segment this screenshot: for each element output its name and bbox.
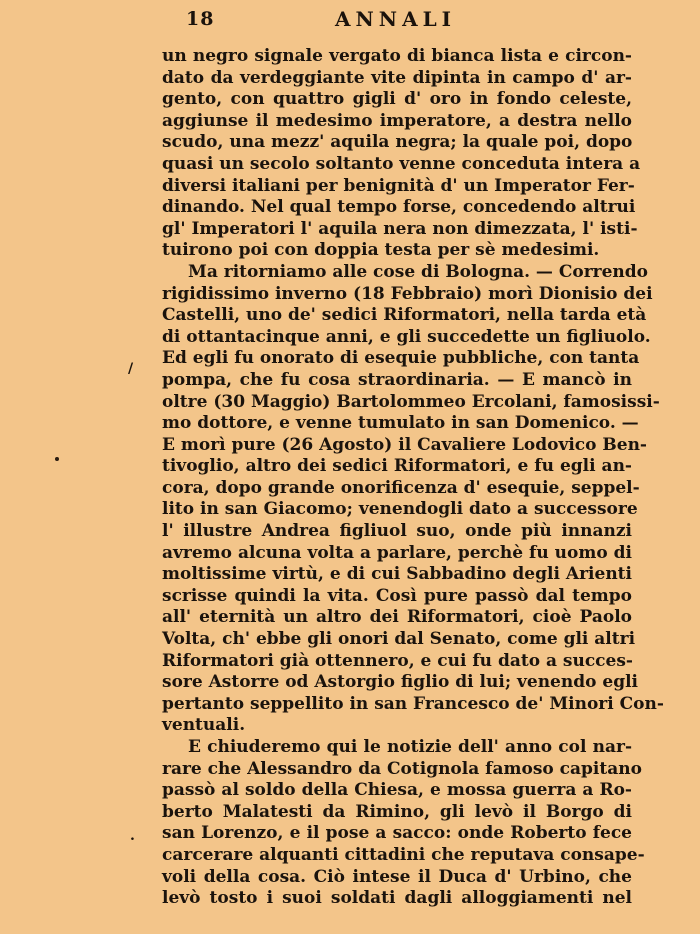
paragraph-2 <box>162 261 664 737</box>
paragraph-1 <box>162 46 641 262</box>
text-line: avremo alcuna volta a parlare, perchè fu uomo di <box>162 542 632 563</box>
text-line: pertanto seppellito in san Francesco de' Minori Con- <box>162 693 664 714</box>
text-line: rigidissimo inverno (18 Febbraio) morì Dionisio dei <box>162 283 653 304</box>
text-line: cora, dopo grande onorificenza d' esequie, seppel- <box>162 477 640 498</box>
text-line: all' eternità un altro dei Riformatori, cioè Paolo <box>162 607 632 628</box>
text-line: levò tosto i suoi soldati dagli alloggiamenti nel <box>162 888 632 909</box>
text-line: scudo, una mezz' aquila negra; la quale poi, dopo <box>162 132 633 153</box>
text-line: passò al soldo della Chiesa, e mossa guerra a Ro- <box>162 780 632 801</box>
text-line: sore Astorre od Astorgio figlio di lui; venendo egli <box>162 672 638 693</box>
text-line: oltre (30 Maggio) Bartolommeo Ercolani, famosissi- <box>162 391 660 412</box>
text-line: rare che Alessandro da Cotignola famoso capitano <box>162 758 642 779</box>
body-text <box>162 46 664 910</box>
text-line: dinando. Nel qual tempo forse, concedendo altrui <box>162 197 636 218</box>
paragraph-3 <box>162 737 645 910</box>
text-line: lito in san Giacomo; venendogli dato a successore <box>162 499 638 520</box>
text-line: moltissime virtù, e di cui Sabbadino degli Arienti <box>162 564 632 585</box>
text-line: dato da verdeggiante vite dipinta in campo d' ar- <box>162 67 632 88</box>
page-number: 18 <box>186 8 215 30</box>
text-line: berto Malatesti da Rimino, gli levò il Borgo di <box>162 801 632 822</box>
running-head: ANNALI <box>335 7 457 31</box>
text-line: di ottantacinque anni, e gli succedette un figliuolo. <box>162 326 651 347</box>
ink-speck <box>55 457 59 461</box>
text-line: diversi italiani per benignità d' un Imperator Fer- <box>162 175 635 196</box>
text-line: tuirono poi con doppia testa per sè medesimi. <box>162 240 600 261</box>
text-line: Ma ritorniamo alle cose di Bologna. — Correndo <box>188 261 649 282</box>
text-line: gl' Imperatori l' aquila nera non dimezzata, l' isti- <box>162 218 638 239</box>
text-line: tivoglio, altro dei sedici Riformatori, e fu egli an- <box>162 456 632 477</box>
text-line: pompa, che fu cosa straordinaria. — E mancò in <box>162 369 632 390</box>
text-line: Riformatori già ottennero, e cui fu dato a succes- <box>162 650 633 671</box>
text-line: aggiunse il medesimo imperatore, a destra nello <box>162 110 632 131</box>
text-line: quasi un secolo soltanto venne conceduta intera a <box>162 153 641 174</box>
text-line: E chiuderemo qui le notizie dell' anno col nar- <box>188 737 632 757</box>
text-line: ventuali. <box>162 715 246 736</box>
text-line: Volta, ch' ebbe gli onori dal Senato, come gli altri <box>162 629 636 650</box>
text-line: carcerare alquanti cittadini che reputava consape- <box>162 844 645 865</box>
text-line: san Lorenzo, e il pose a sacco: onde Roberto fece <box>162 823 632 844</box>
text-line: l' illustre Andrea figliuol suo, onde più innanzi <box>162 521 632 542</box>
margin-mark: / <box>128 361 134 377</box>
text-line: scrisse quindi la vita. Così pure passò dal tempo <box>162 585 632 606</box>
text-line: mo dottore, e venne tumulato in san Domenico. — <box>162 413 639 434</box>
margin-mark: . <box>130 828 135 844</box>
text-line: voli della cosa. Ciò intese il Duca d' Urbino, che <box>162 866 632 887</box>
text-line: gento, con quattro gigli d' oro in fondo celeste, <box>162 89 632 110</box>
text-line: E morì pure (26 Agosto) il Cavaliere Lodovico Ben- <box>162 434 647 455</box>
text-line: Castelli, uno de' sedici Riformatori, nella tarda età <box>162 305 647 326</box>
text-line: un negro signale vergato di bianca lista e circon- <box>162 46 632 66</box>
text-line: Ed egli fu onorato di esequie pubbliche, con tanta <box>162 348 640 369</box>
